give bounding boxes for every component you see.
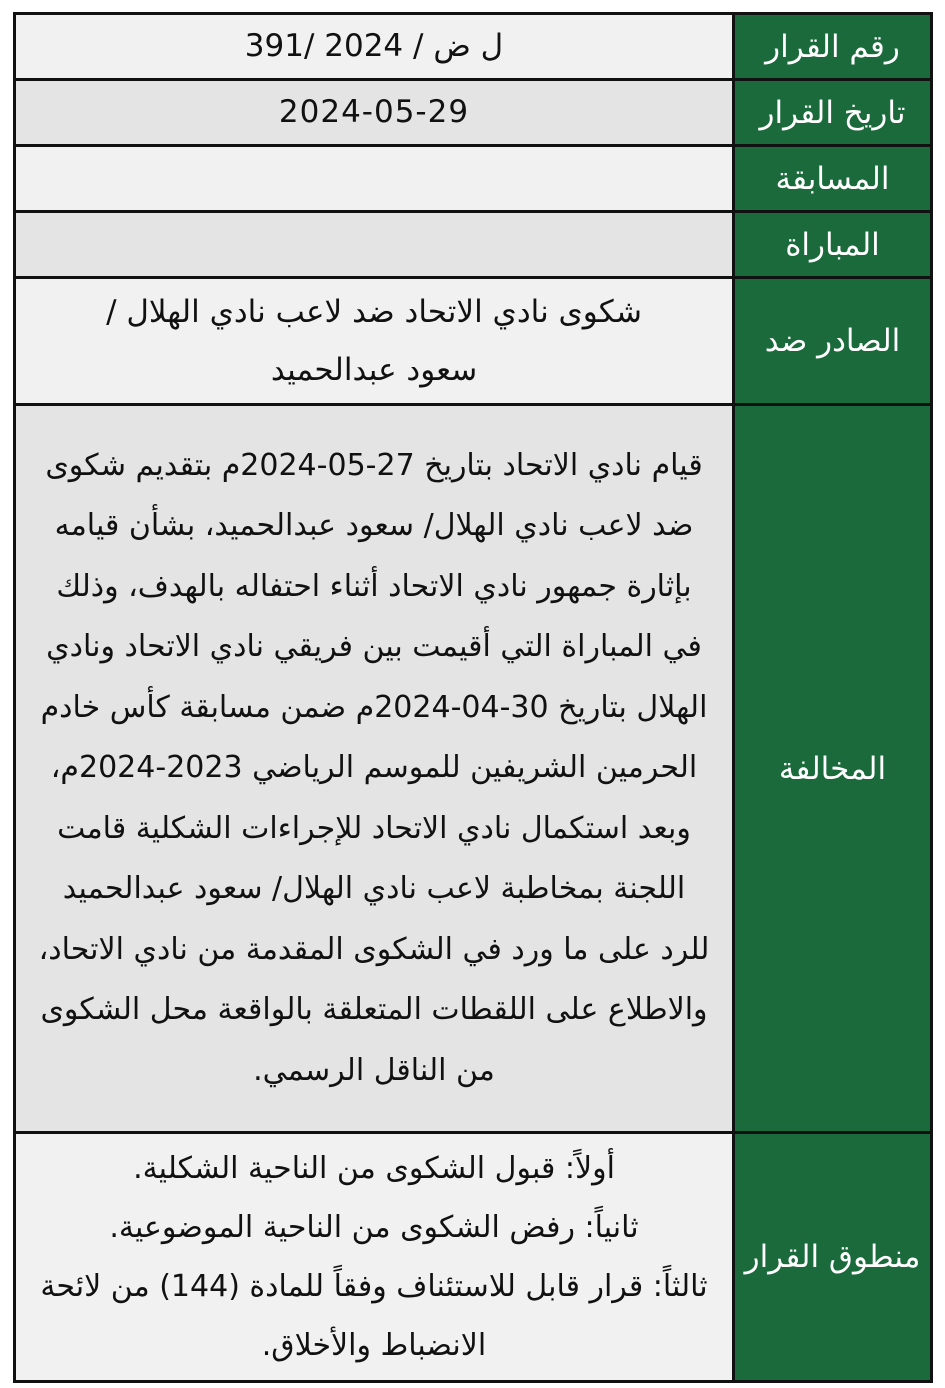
- competition-label: المسابقة: [734, 146, 932, 212]
- competition-row: [15, 146, 932, 212]
- issued-against-line: سعود عبدالحميد: [270, 352, 478, 388]
- decision-number-row: [15, 14, 932, 80]
- violation-text: قيام نادي الاتحاد بتاريخ 27-05-2024م بتقديم شكوى ضد لاعب نادي الهلال/ سعود عبدالحميد، بشأن قيامه بإثارة جمهور نادي الاتحاد أثناء احتفاله بالهدف، وذلك في المباراة التي أقيمت بين فريقي نادي الاتحاد ونادي الهلال بتاريخ 30-04-2024م ضمن مسابقة كأس خادم الحرمين الشريفين للموسم الرياضي 2023-2024م، وبعد استكمال نادي الاتحاد للإجراءات الشكلية قامت اللجنة بمخاطبة لاعب نادي الهلال/ سعود عبدالحميد للرد على ما ورد في الشكوى المقدمة من نادي الاتحاد، والاطلاع على اللقطات المتعلقة بالواقعة محل الشكوى من الناقل الرسمي.: [15, 405, 734, 1133]
- decision-date-text: 2024-05-29: [278, 94, 470, 130]
- match-row: [15, 212, 932, 278]
- match-value: [15, 212, 734, 278]
- ruling-label: منطوق القرار: [734, 1133, 932, 1382]
- ruling-row: [15, 1133, 932, 1382]
- issued-against-row: [15, 278, 932, 405]
- issued-against-label: الصادر ضد: [734, 278, 932, 405]
- issued-against-value: [15, 278, 734, 405]
- violation-label: المخالفة: [734, 405, 932, 1133]
- decision-date-value: [15, 80, 734, 146]
- decision-date-label: تاريخ القرار: [734, 80, 932, 146]
- decision-number-text: 391/ ل ض / 2024: [244, 28, 504, 64]
- issued-against-line: شكوى نادي الاتحاد ضد لاعب نادي الهلال /: [106, 294, 642, 330]
- decision-number-label: رقم القرار: [734, 14, 932, 80]
- competition-value: [15, 146, 734, 212]
- decision-table: [13, 12, 933, 1383]
- ruling-value: [15, 1133, 734, 1382]
- ruling-item-second: ثانياً: رفض الشكوى من الناحية الموضوعية.: [109, 1210, 639, 1245]
- violation-row: [15, 405, 932, 1133]
- decision-date-row: [15, 80, 932, 146]
- ruling-item-first: أولاً: قبول الشكوى من الناحية الشكلية.: [133, 1151, 615, 1186]
- ruling-item-third: ثالثاً: قرار قابل للاستئناف وفقاً للمادة (144) من لائحة الانضباط والأخلاق.: [40, 1269, 708, 1363]
- match-label: المباراة: [734, 212, 932, 278]
- decision-number-value: [15, 14, 734, 80]
